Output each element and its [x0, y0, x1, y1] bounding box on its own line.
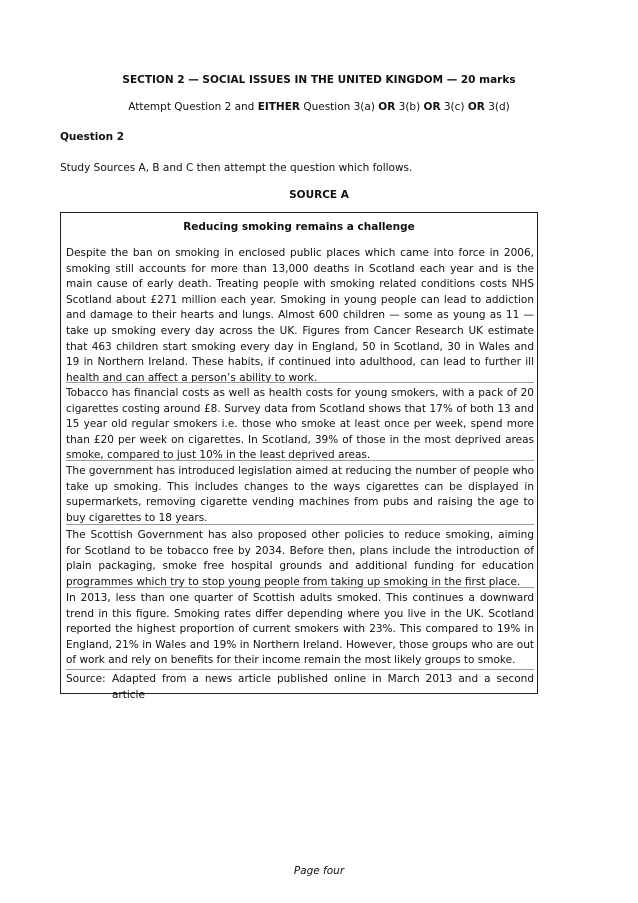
attempt-instruction — [0, 101, 638, 113]
attempt-or-2: OR — [423, 101, 441, 113]
paragraph-divider — [66, 382, 534, 383]
attempt-or-1: OR — [378, 101, 396, 113]
paragraph-divider — [66, 460, 534, 461]
paragraph-divider — [66, 669, 534, 670]
attempt-q3c: 3(c) — [440, 101, 468, 113]
attempt-q3a: Question 3(a) — [299, 101, 379, 113]
source-paragraph-2: Tobacco has financial costs as well as health costs for young smokers, with a pack of 20 cigarettes costing around £8. Survey data from Scotland shows that 17% of both 13 and 15 year old regular smokers i.e. those who smoke at least once per week, spend more than £20 per week on cigarettes. In Scotland, 39% of those in the most deprived areas smoke, compared to just 10% in the least deprived areas. — [66, 387, 534, 462]
source-attribution-text: Adapted from a news article published online in March 2013 and a second article — [112, 673, 534, 701]
question-heading: Question 2 — [60, 131, 125, 143]
source-title: Reducing smoking remains a challenge — [183, 221, 415, 233]
source-paragraph-3: The government has introduced legislation aimed at reducing the number of people who take up smoking. This includes changes to the ways cigarettes can be displayed in supermarkets, removing cigarette vending machines from pubs and raising the age to buy cigarettes to 18 years. — [66, 465, 534, 524]
page-number: Page four — [293, 865, 345, 877]
paragraph-divider — [66, 587, 534, 588]
source-paragraph-4: The Scottish Government has also proposed other policies to reduce smoking, aiming for Scotland to be tobacco free by 2034. Before then, plans include the introduction of plain packaging, smoke free hospital grounds and additional funding for education programmes which try to stop young people from taking up smoking in the first place. — [66, 529, 534, 588]
source-attribution-label: Source: — [66, 673, 106, 685]
attempt-or-3: OR — [467, 101, 485, 113]
attempt-q3d: 3(d) — [484, 101, 510, 113]
question-instruction: Study Sources A, B and C then attempt the question which follows. — [60, 162, 413, 174]
source-paragraph-5: In 2013, less than one quarter of Scottish adults smoked. This continues a downward trend in this figure. Smoking rates differ depending where you live in the UK. Scotland reported the highest proportion of current smokers with 23%. This compared to 19% in England, 21% in Wales and 19% in Northern Ireland. However, those groups who are out of work and rely on benefits for their income remain the most likely groups to smoke. — [66, 592, 534, 667]
attempt-prefix: Attempt Question 2 and — [128, 101, 258, 113]
attempt-either: EITHER — [257, 101, 300, 113]
source-a-box — [60, 212, 538, 701]
paragraph-divider — [66, 524, 534, 525]
attempt-q3b: 3(b) — [395, 101, 424, 113]
source-paragraph-1: Despite the ban on smoking in enclosed public places which came into force in 2006, smoking still accounts for more than 13,000 deaths in Scotland each year and is the main cause of early death. Treating people with smoking related conditions costs NHS Scotland about £271 million each year. Smoking in young people can lead to addiction and damage to their hearts and lungs. Almost 600 children — some as young as 11 — take up smoking every day across the UK. Figures from Cancer Research UK estimate that 463 children start smoking every day in England, 50 in Scotland, 30 in Wales and 19 in Northern Ireland. These habits, if continued into adulthood, can lead to further ill health and can affect a person’s ability to work. — [66, 247, 534, 384]
section-title: SECTION 2 — SOCIAL ISSUES IN THE UNITED KINGDOM — 20 marks — [122, 74, 516, 86]
source-label: SOURCE A — [289, 189, 349, 201]
